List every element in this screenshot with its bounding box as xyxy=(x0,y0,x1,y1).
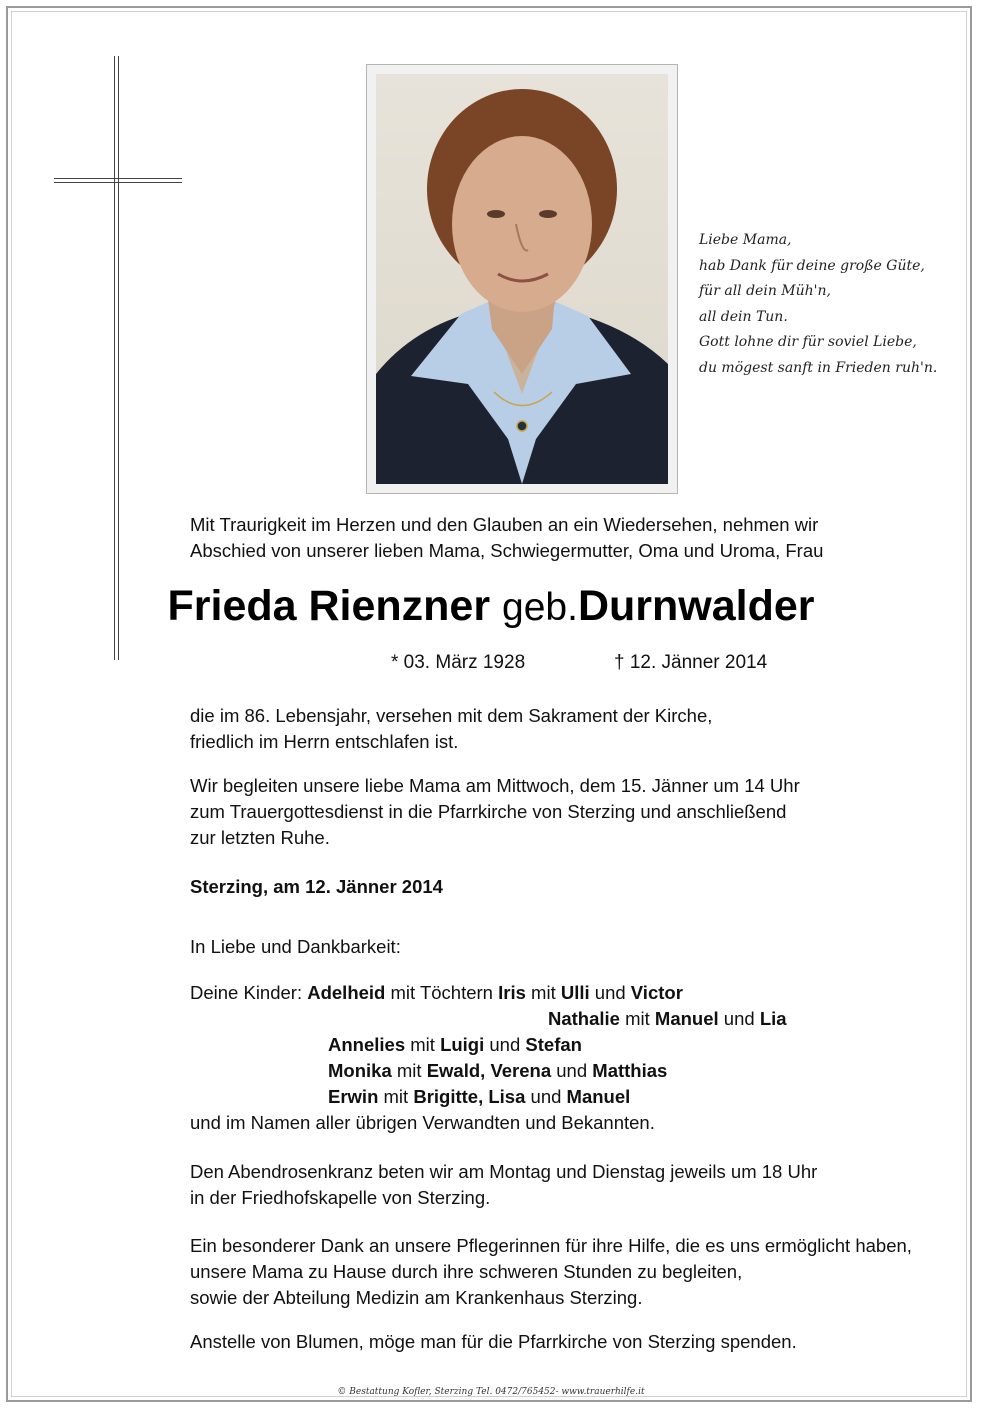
grandchild-name: Verena xyxy=(490,1060,552,1081)
child-name: Annelies xyxy=(328,1034,406,1055)
kids-label: Deine Kinder: xyxy=(190,982,303,1003)
connector: mit xyxy=(410,1034,435,1055)
poem-line: für all dein Müh'n, xyxy=(699,283,831,299)
text-line: in der Friedhofskapelle von Sterzing. xyxy=(190,1187,491,1208)
funeral-text xyxy=(190,773,800,851)
child-name: Monika xyxy=(328,1060,392,1081)
rosary-text xyxy=(190,1159,817,1211)
children-row xyxy=(190,1058,683,1084)
grandchild-name: Stefan xyxy=(525,1034,582,1055)
text-line: sowie der Abteilung Medizin am Krankenhaus Sterzing. xyxy=(190,1287,643,1308)
poem-line: Liebe Mama, xyxy=(699,232,792,248)
connector: und xyxy=(723,1008,755,1029)
poem xyxy=(699,228,969,381)
text-line: Wir begleiten unsere liebe Mama am Mittwoch, dem 15. Jänner um 14 Uhr xyxy=(190,775,800,796)
maiden-name: Durnwalder xyxy=(577,582,815,630)
text-line: Ein besonderer Dank an unsere Pflegerinnen für ihre Hilfe, die es uns ermöglicht haben, xyxy=(190,1235,912,1256)
connector: und xyxy=(556,1060,588,1081)
children-list xyxy=(190,980,787,1110)
children-row xyxy=(190,1006,787,1032)
love-line: In Liebe und Dankbarkeit: xyxy=(190,936,401,957)
deceased-name xyxy=(0,582,982,631)
text-line: zur letzten Ruhe. xyxy=(190,827,330,848)
poem-line: du mögest sanft in Frieden ruh'n. xyxy=(699,359,938,376)
connector: und xyxy=(594,982,626,1003)
passing-text xyxy=(190,703,712,755)
great-grandchild-name: Victor xyxy=(630,982,683,1003)
text-line: unsere Mama zu Hause durch ihre schweren Stunden zu begleiten, xyxy=(190,1261,743,1282)
children-row xyxy=(190,1084,683,1110)
connector: mit xyxy=(531,982,556,1003)
text-line: zum Trauergottesdienst in die Pfarrkirche von Sterzing und anschließend xyxy=(190,801,787,822)
text-line: die im 86. Lebensjahr, versehen mit dem Sakrament der Kirche, xyxy=(190,705,713,726)
relatives-line: und im Namen aller übrigen Verwandten und Bekannten. xyxy=(190,1112,655,1133)
child-name: Erwin xyxy=(328,1086,379,1107)
poem-line: all dein Tun. xyxy=(699,308,788,325)
partner-name: Ewald xyxy=(426,1060,481,1081)
flowers-text: Anstelle von Blumen, möge man für die Pfarrkirche von Sterzing spenden. xyxy=(190,1331,797,1352)
child-name: Adelheid xyxy=(307,982,386,1003)
great-grandchild-name: Lia xyxy=(759,1008,787,1029)
partner-name: Luigi xyxy=(440,1034,485,1055)
grandchild-name: Iris xyxy=(498,982,526,1003)
grandchild-name: Manuel xyxy=(566,1086,631,1107)
separator: , xyxy=(480,1060,486,1081)
grandchild-name: Lisa xyxy=(488,1086,526,1107)
birth-date: * 03. März 1928 xyxy=(391,652,526,673)
grandchild-name: Matthias xyxy=(592,1060,668,1081)
place-date: Sterzing, am 12. Jänner 2014 xyxy=(190,876,443,897)
connector: und xyxy=(530,1086,562,1107)
grandchild-name: Nathalie xyxy=(548,1008,620,1029)
text-line: friedlich im Herrn entschlafen ist. xyxy=(190,731,459,752)
thanks-text xyxy=(190,1233,912,1311)
text-line: Den Abendrosenkranz beten wir am Montag und Dienstag jeweils um 18 Uhr xyxy=(190,1161,818,1182)
partner-name: Brigitte xyxy=(413,1086,479,1107)
portrait-photo xyxy=(376,74,668,484)
connector: und xyxy=(489,1034,521,1055)
intro-text xyxy=(190,512,823,564)
name: Frieda Rienzner xyxy=(167,582,491,630)
great-grandchild-name: Ulli xyxy=(560,982,590,1003)
poem-line: Gott lohne dir für soviel Liebe, xyxy=(699,334,917,350)
great-grandchild-name: Manuel xyxy=(654,1008,719,1029)
intro-line: Mit Traurigkeit im Herzen und den Glauben an ein Wiedersehen, nehmen wir xyxy=(190,514,819,535)
poem-line: hab Dank für deine große Güte, xyxy=(699,257,925,274)
connector: mit Töchtern xyxy=(390,982,493,1003)
connector: mit xyxy=(396,1060,422,1081)
cross-icon xyxy=(54,56,182,660)
children-row xyxy=(190,1032,683,1058)
intro-line: Abschied von unserer lieben Mama, Schwiegermutter, Oma und Uroma, Frau xyxy=(190,540,824,561)
connector: mit xyxy=(625,1008,650,1029)
geb-label: geb. xyxy=(502,586,578,629)
children-row xyxy=(190,980,683,1006)
footer-credit: © Bestattung Kofler, Sterzing Tel. 0472/765452- www.trauerhilfe.it xyxy=(337,1387,645,1397)
connector: mit xyxy=(383,1086,409,1107)
portrait-frame xyxy=(366,64,678,494)
death-date: † 12. Jänner 2014 xyxy=(614,652,768,673)
separator: , xyxy=(478,1086,484,1107)
